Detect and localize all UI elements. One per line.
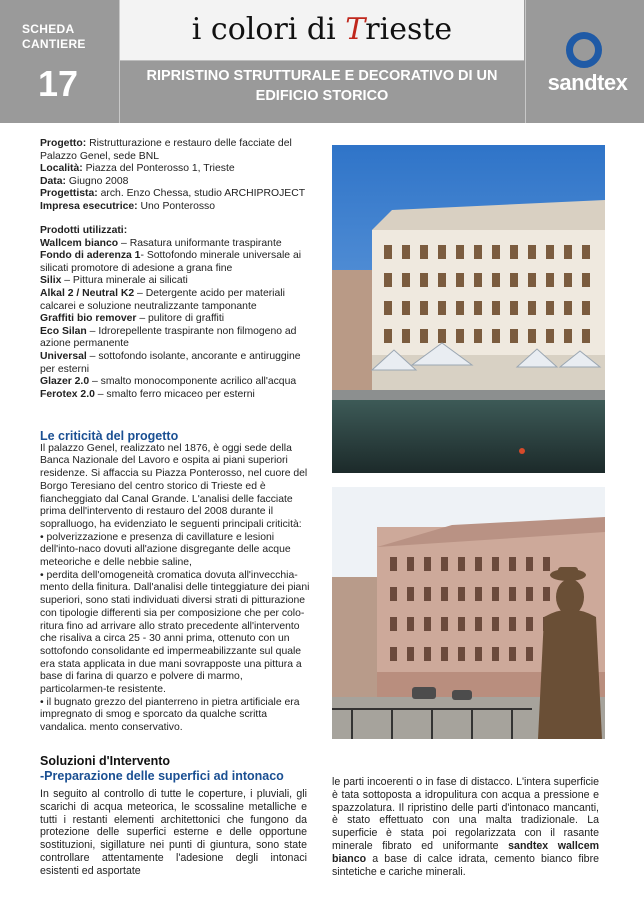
product-desc: – smalto ferro micaceo per esterni — [94, 388, 255, 400]
info-value: Giugno 2008 — [65, 175, 129, 187]
product-desc: – sottofondo isolante, ancorante e antiruggine per esterni — [40, 350, 301, 375]
product-name: Universal — [40, 350, 87, 362]
title-banner — [120, 0, 524, 61]
info-value: Ristrutturazione e restauro delle facciate del Palazzo Genel, sede BNL — [40, 138, 292, 162]
product-item — [40, 275, 312, 288]
title-box — [120, 0, 524, 123]
page-header — [0, 0, 644, 123]
col2-product: sandtex wallcem bianco — [332, 839, 600, 865]
info-row — [40, 138, 312, 163]
info-row — [40, 201, 312, 214]
scheda-label-line1: SCHEDA — [22, 22, 75, 36]
subtitle-line1: RIPRISTINO STRUTTURALE E DECORATIVO DI UN — [146, 68, 498, 84]
products-heading: Prodotti utilizzati: — [40, 225, 128, 236]
info-label: Data: — [40, 175, 66, 187]
info-row — [40, 188, 312, 201]
product-item — [40, 326, 312, 351]
products-list — [40, 225, 312, 401]
info-label: Località: — [40, 163, 83, 175]
scheda-number: 17 — [38, 63, 79, 104]
criticita-bullet: • perdita dell'omogeneità cromatica dovuta all'invecchia-mento della finitura. Dall'analisi delle tinteggiature dei piani superiori, sono stati individuati diversi strati di pitturazione con tipologie differenti sia per composizione che per colo-ritura fino ad arrivare allo strato precedente all'intervento che risaliva a circa 25 - 30 anni prima, ottenuto con un sottofondo consolidante ed impermeabilizzante sul quale era stata applicata in due mani sovrapposte una pittura a base di farina di quarzo e polvere di marmo, particolarmen-te resistente. — [40, 569, 310, 696]
product-desc: - Sottofondo minerale universale ai silicati promotore di adesione a grana fine — [40, 250, 302, 274]
product-item — [40, 250, 312, 275]
product-desc: – Pittura minerale ai silicati — [61, 275, 188, 287]
product-name: Alkal 2 / Neutral K2 — [40, 287, 135, 299]
criticita-bullet: • polverizzazione e presenza di cavillature e lesioni dell'into-naco dovuti all'azione disgregante delle acque meteoriche e delle nebbie saline, — [40, 531, 291, 569]
criticita-paragraph: Il palazzo Genel, realizzato nel 1876, è oggi sede della Banca Nazionale del Lavoro e ospita ai piani superiori residenze. Si affaccia su Piazza Ponterosso, nel cuore del Borgo Teresiano del centro storico di Trieste ed è fiancheggiato dal Canal Grande. L'analisi delle facciate prima dell'intervento di restauro del 2008 durante il sopralluogo, ha evidenziato le seguenti principali criticità: — [40, 442, 308, 530]
product-item — [40, 376, 312, 389]
project-info — [40, 138, 312, 214]
product-name: Wallcem bianco — [40, 237, 119, 249]
col2-text-end: a base di calce idrata, cemento bianco fibre sintetiche e cariche minerali. — [332, 852, 599, 878]
subtitle-line2: EDIFICIO STORICO — [255, 88, 389, 104]
info-label: Progetto: — [40, 138, 87, 149]
product-name: Eco Silan — [40, 325, 87, 337]
col2-text: le parti incoerenti o in fase di distacco. L'intera superficie è tata sottoposta a idropulitura con acqua a pressione e spazzolatura. Il ripristino delle parti d'intonaco mancanti, è stato effettuato con una malta tradizionale. La superficie è stata poi regolarizzata con il rasante minerale fibrato ed uniformante — [332, 776, 599, 852]
sandtex-logo — [525, 0, 644, 123]
criticita-section — [40, 430, 310, 735]
info-value: Piazza del Ponterosso 1, Trieste — [82, 163, 235, 175]
soluzioni-column-2 — [332, 776, 599, 878]
scheda-label-line2: CANTIERE — [22, 37, 86, 51]
product-name: Ferotex 2.0 — [40, 388, 95, 400]
info-label: Impresa esecutrice: — [40, 200, 138, 212]
product-item — [40, 288, 312, 313]
product-name: Silix — [40, 275, 62, 287]
building-photo-statue — [332, 487, 605, 739]
criticita-bullet: • il bugnato grezzo del pianterreno in pietra artificiale era impregnato di smog e sporcato da qualche scritta vandalica. mento conservativo. — [40, 696, 300, 734]
soluzioni-column-1: In seguito al controllo di tutte le coperture, i pluviali, gli scarichi di acqua meteorica, le scossaline metalliche e tutti i restanti elementi architettonici che fungono da protezione delle superfici esterne e delle opportune sostituzioni, sigillature nei punti di giuntura, sono state controllare attentamente l'adesione degli intonaci esistenti ed asportate — [40, 788, 307, 877]
building-photo-canal — [332, 145, 605, 473]
soluzioni-subheading: -Preparazione delle superfici ad intonaco — [40, 769, 284, 783]
product-desc: – Detergente acido per materiali calcarei e soluzione neutralizzante tamponante — [40, 287, 285, 312]
scheda-label — [22, 22, 86, 52]
product-item — [40, 238, 312, 251]
scheda-box — [0, 0, 120, 123]
product-item — [40, 389, 312, 402]
document-subtitle — [120, 66, 524, 106]
info-value: Uno Ponterosso — [137, 200, 216, 212]
title-rest: rieste — [365, 12, 453, 47]
product-item — [40, 313, 312, 326]
product-name: Glazer 2.0 — [40, 376, 90, 388]
product-name: Graffiti bio remover — [40, 313, 137, 325]
product-desc: – Idrorepellente traspirante non filmogeno ad azione permanente — [40, 325, 297, 350]
info-value: arch. Enzo Chessa, studio ARCHIPROJECT — [97, 188, 306, 200]
title-first-letter: T — [345, 12, 366, 47]
info-row — [40, 176, 312, 189]
series-title — [120, 12, 524, 47]
logo-ring-icon — [566, 32, 602, 68]
logo-text: sandtex — [547, 70, 628, 95]
criticita-heading: Le criticità del progetto — [40, 429, 179, 443]
info-label: Progettista: — [40, 188, 98, 200]
soluzioni-heading: Soluzioni d'Intervento — [40, 754, 171, 768]
product-desc: – smalto monocomponente acrilico all'acqua — [89, 376, 297, 388]
title-prefix: i colori di — [191, 12, 346, 47]
product-desc: – pulitore di graffiti — [136, 313, 225, 325]
info-row — [40, 163, 312, 176]
product-name: Fondo di aderenza 1 — [40, 250, 141, 262]
product-desc: – Rasatura uniformante traspirante — [118, 237, 282, 249]
product-item — [40, 351, 312, 376]
